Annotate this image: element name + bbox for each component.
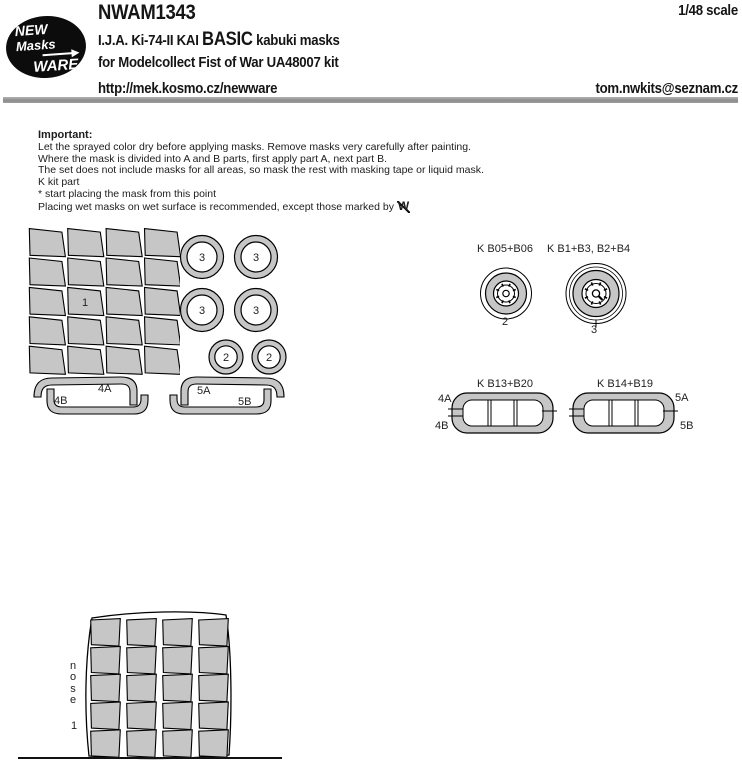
window-mask-label: K B13+B20 [477, 378, 533, 390]
strip-pair-4 [34, 377, 148, 414]
window-mask-label: K B14+B19 [597, 378, 653, 390]
window-masks-diagram [436, 390, 700, 440]
mask-pane [91, 730, 121, 758]
nose-mask-diagram [62, 608, 240, 763]
mask-pane [29, 229, 65, 257]
mask-pane [68, 258, 104, 286]
svg-text:3: 3 [252, 252, 260, 264]
svg-text:3: 3 [252, 305, 260, 317]
mask-pane [145, 317, 181, 345]
instructions-heading: Important: [38, 129, 93, 141]
strip-label-5b: 5B [238, 396, 252, 408]
instruction-line: Where the mask is divided into A and B parts, first apply part A, next part B. [38, 152, 388, 165]
svg-text:3: 3 [198, 305, 206, 317]
mask-pane [127, 702, 157, 730]
hub-tick [513, 290, 516, 291]
mask-pane [91, 674, 121, 702]
hub-tick [496, 290, 499, 291]
nose-side-label: nose [69, 660, 77, 707]
product-code: NWAM1343 [98, 1, 196, 24]
mask-pane [163, 730, 193, 758]
hub-tick [509, 300, 510, 303]
mask-pane [91, 702, 121, 730]
mask-pane [163, 702, 193, 730]
mask-pane [163, 646, 193, 674]
logo-text-top: NEW Masks [14, 20, 57, 55]
title-line: I.J.A. Ki-74-II KAI BASIC kabuki masks [98, 29, 340, 50]
instructions-block [38, 130, 484, 214]
instruction-line: K kit part [38, 176, 80, 189]
canopy-mask-diagram [28, 227, 180, 377]
window-ring-mask [569, 393, 678, 433]
svg-text:2: 2 [222, 352, 230, 364]
mask-pane [91, 646, 121, 674]
ring-mask [235, 289, 278, 332]
mask-pane [145, 346, 181, 374]
mask-pane [127, 674, 157, 702]
mask-pane [29, 287, 65, 315]
nose-part-number: 1 [71, 720, 78, 732]
mask-pane [145, 229, 181, 257]
mask-pane [127, 646, 157, 674]
divider-bar [3, 97, 738, 103]
mask-pane [199, 646, 229, 674]
window-ring-mask [448, 393, 557, 433]
hub-tick [502, 284, 503, 287]
page-bottom-line [18, 757, 282, 759]
mask-pane [106, 258, 142, 286]
svg-text:2: 2 [265, 352, 273, 364]
strip-masks-diagram [28, 374, 310, 422]
hub-tick [496, 296, 499, 297]
window-label-5a: 5A [675, 392, 689, 404]
newware-logo [4, 13, 88, 80]
ring-mask [181, 289, 224, 332]
ring-mask [252, 340, 286, 374]
mask-pane [145, 258, 181, 286]
mask-pane [91, 619, 121, 647]
mask-pane [29, 258, 65, 286]
mask-pane [163, 674, 193, 702]
title-emphasis: BASIC [202, 29, 253, 50]
website-url: http://mek.kosmo.cz/newware [98, 80, 278, 97]
strip-pair-5 [170, 377, 284, 414]
instruction-line: The set does not include masks for all areas, so mask the rest with masking tape or liquid mask. [38, 164, 484, 177]
wheel-mask-small [481, 268, 532, 319]
mask-pane [106, 346, 142, 374]
strip-label-4b: 4B [54, 395, 68, 407]
wheel-part-number: 3 [591, 324, 598, 336]
mask-pane [127, 619, 157, 647]
mask-pane [127, 730, 157, 758]
window-label-4a: 4A [438, 393, 452, 405]
mask-pane [199, 674, 229, 702]
part-number-label: 1 [81, 297, 89, 309]
svg-text:3: 3 [198, 252, 206, 264]
wheel-mask-label: K B05+B06 [477, 243, 533, 255]
ring-masks-diagram [178, 233, 294, 379]
wheel-mask-label: K B1+B3, B2+B4 [547, 243, 631, 255]
hub-tick [509, 284, 510, 287]
instruction-line: * start placing the mask from this point [38, 187, 216, 200]
window-label-4b: 4B [435, 420, 449, 432]
mask-pane [106, 287, 142, 315]
hub-tick [513, 296, 516, 297]
ring-mask [181, 236, 224, 279]
logo-text-bottom: WARE [32, 55, 79, 76]
kit-line: for Modelcollect Fist of War UA48007 kit [98, 54, 339, 71]
mask-pane [145, 287, 181, 315]
mask-pane [68, 229, 104, 257]
wheel-part-number: 2 [502, 316, 509, 328]
wheel-mask-large [566, 264, 626, 328]
instruction-line: Let the sprayed color dry before applying masks. Remove masks very carefully after painting. [38, 140, 472, 153]
mask-pane [68, 346, 104, 374]
mask-pane [68, 317, 104, 345]
window-label-5b: 5B [680, 420, 694, 432]
mask-pane [163, 619, 193, 647]
ring-mask [235, 236, 278, 279]
hub-tick [502, 300, 503, 303]
strip-label-4a: 4A [98, 383, 112, 395]
wheel-masks-diagram [440, 258, 640, 330]
scale-label: 1/48 scale [678, 2, 738, 19]
mask-pane [106, 229, 142, 257]
strip-label-5a: 5A [197, 385, 211, 397]
no-wet-icon: W [397, 198, 410, 213]
contact-email: tom.nwkits@seznam.cz [595, 80, 738, 97]
mask-pane [199, 702, 229, 730]
mask-pane [29, 346, 65, 374]
mask-pane [29, 317, 65, 345]
mask-pane [199, 730, 229, 758]
ring-mask [209, 340, 243, 374]
mask-pane [199, 619, 229, 647]
instruction-line-wet: Placing wet masks on wet surface is recommended, except those marked by W [38, 198, 410, 213]
mask-pane [106, 317, 142, 345]
